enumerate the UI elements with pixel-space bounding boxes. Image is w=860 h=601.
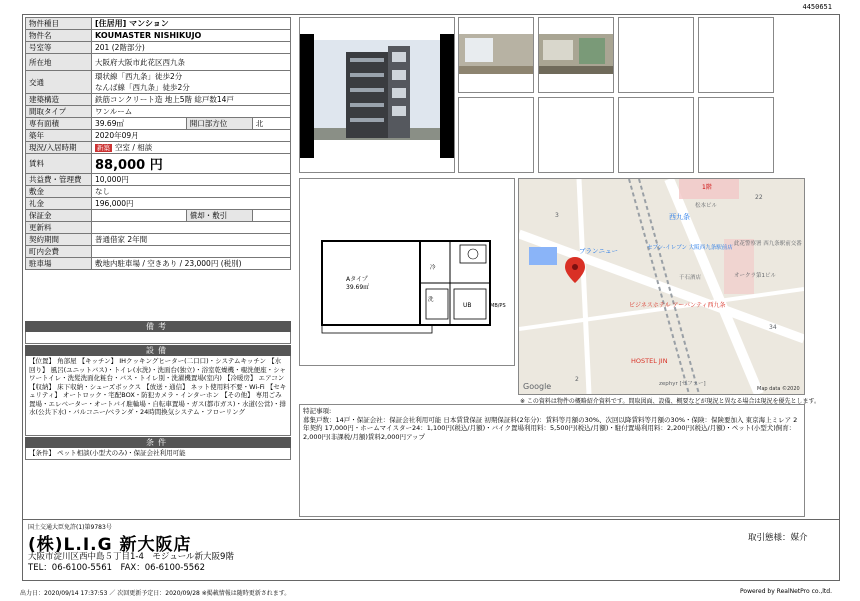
- photo-slot-4: [698, 17, 774, 93]
- map-label-sengoku: 千石酒店: [679, 275, 702, 281]
- conditions-section: [25, 437, 291, 460]
- equipment-section: [25, 345, 291, 436]
- floorplan-room-bath: UB: [463, 302, 472, 309]
- row-room: 号室等 201 (2階部分): [26, 42, 291, 54]
- row-fee: 共益費・管理費 10,000円: [26, 174, 291, 186]
- license-number: 国土交通大臣免許(1)第9783号: [28, 524, 112, 531]
- special-notes-text: 募集戸数：14戸・保証会社：保証会社利用可能 日本賃貸保証 初期保証料(2年分)：賃料等月額の30%、次回以降賃料等月額の30%・保険：保険要加入 東京海上ミレア 2年契約 17,000円・ホームマイスター24：1,100円(税込/月額)・バイク置場利用料：5,500円(税込/月額)・駐付置場利用料：2,200円(税込/月額)・ペット(小型犬)飼育：2,000円(非課税/月額)賃料2,000円アップ: [303, 415, 798, 441]
- special-notes: [299, 404, 805, 517]
- property-table: [25, 17, 291, 270]
- building-photo: [299, 17, 455, 173]
- map-label-block-2: 2: [575, 376, 579, 383]
- row-address: 所在地 大阪府大阪市此花区西九条: [26, 54, 291, 71]
- floorplan-area: 39.69㎡: [346, 284, 370, 291]
- document-code: 4450651: [802, 3, 832, 11]
- row-status: 現況/入居時期 新築 空室 / 相談: [26, 142, 291, 154]
- company-address: 大阪市淀川区西中島５丁目1-4 モジュール新大阪9階: [28, 552, 234, 562]
- location-map[interactable]: [518, 178, 805, 395]
- map-label-station: 西九条: [669, 213, 690, 221]
- map-label-okura: オークラ第1ビル: [734, 273, 776, 279]
- row-name: 物件名 KOUMASTER NISHIKUJO: [26, 30, 291, 42]
- interior-photo-1[interactable]: [458, 17, 534, 93]
- company-name: (株)L.I.G 新大阪店: [28, 535, 192, 555]
- remarks-section: [25, 321, 291, 344]
- photo-slot-5: [458, 97, 534, 173]
- row-contract: 契約期間 普通借家 2年間: [26, 234, 291, 246]
- photo-slot-7: [618, 97, 694, 173]
- map-label-floor: 1階: [702, 184, 712, 191]
- map-label-brand-new: ブランニュー: [579, 247, 618, 255]
- new-badge: 新築: [97, 144, 110, 152]
- output-date: 出力日：2020/09/14 17:37:53 ／ 次回更新予定日：2020/09/28 ※掲載情報は随時更新されます。: [20, 590, 291, 597]
- map-label-seven-eleven: セブン-イレブン 大阪西九条駅前店: [647, 245, 733, 251]
- map-label-hotel-urbanty: ビジネスホテル アーバンティ西九条: [629, 302, 726, 309]
- row-renewal: 更新料: [26, 222, 291, 234]
- map-label-matsumoto: 松本ビル: [695, 203, 718, 209]
- row-community-fee: 町内会費: [26, 246, 291, 258]
- row-structure: 建築構造 鉄筋コンクリート造 地上5階 総戸数14戸: [26, 94, 291, 106]
- map-label-hostel-jin: HOSTEL JIN: [631, 357, 668, 365]
- deal-type: 取引態様：媒介: [748, 533, 808, 543]
- row-built: 築年 2020年09月: [26, 130, 291, 142]
- equipment-body: 【位置】 角部屋 【キッチン】 IHクッキングヒーター(二口口)・システムキッチン 【水回り】 風呂(ユニットバス)・トイレ(水洗)・洗面台(独立)・浴室乾燥機・覗洗便座・シャワートイレ・洗髪洗面化粧台・バス・トイレ別・洗濯機置場(室内) 【冷暖房】 エアコン 【収納】 床下収納・シューズボックス 【放送・通信】 ネット使用料不要・Wi-Fi 【セキュリティ】 オートロック・宅配BOX・防犯カメラ・インターホン 【その他】 専用ごみ置場・エレベーター・オートバイ駐輪場・自転車置場・ガス(都市ガス)・水道(公営)・排水(公共下水)・バルコニー/ベランダ・24時間換気システム・フローリング: [25, 356, 291, 436]
- map-label-block-34: 34: [769, 324, 777, 331]
- floorplan-unit-label: Aタイプ: [346, 276, 368, 283]
- conditions-body: 【条件】 ペット相談(小型犬のみ)・保証会社利用可能: [25, 448, 291, 460]
- floorplan-room-mbps: MB/PS: [490, 303, 506, 309]
- row-layout: 間取タイプ ワンルーム: [26, 106, 291, 118]
- remarks-title: 備考: [25, 321, 291, 332]
- interior-photo-2[interactable]: [538, 17, 614, 93]
- row-rent: 賃料 88,000 円: [26, 154, 291, 174]
- remarks-body: [25, 332, 291, 344]
- special-notes-title: 特記事項:: [303, 407, 332, 415]
- row-key-money: 礼金 196,000円: [26, 198, 291, 210]
- photo-slot-3: [618, 17, 694, 93]
- row-deposit: 敷金 なし: [26, 186, 291, 198]
- photo-slot-8: [698, 97, 774, 173]
- company-phone: TEL：06-6100-5561 FAX：06-6100-5562: [28, 563, 205, 573]
- footer-divider: [22, 519, 840, 520]
- map-google-logo: Google: [523, 382, 552, 391]
- map-copyright: Map data ©2020: [757, 386, 800, 392]
- access-line-2: なんば線「西九条」徒歩2分: [95, 83, 190, 92]
- row-type: 物件種目 [住居用] マンション: [26, 18, 291, 30]
- map-label-block-3: 3: [555, 212, 559, 219]
- floorplan-room-fridge: 冷: [430, 265, 436, 271]
- row-access: 交通 環状線「西九条」徒歩2分 なんば線「西九条」徒歩2分: [26, 71, 291, 94]
- photo-slot-6: [538, 97, 614, 173]
- access-line-1: 環状線「西九条」徒歩2分: [95, 72, 183, 81]
- disclaimer-notice: ※ この資料は物件の概略紹介資料です。間取図面、設備、概要などが現況と異なる場合は現況を優先とします。: [520, 398, 820, 405]
- row-area: 専有面積 39.69㎡ 開口部方位 北: [26, 118, 291, 130]
- map-label-block-22: 22: [755, 194, 763, 201]
- equipment-title: 設備: [25, 345, 291, 356]
- row-guarantee: 保証金 償却・敷引: [26, 210, 291, 222]
- conditions-title: 条件: [25, 437, 291, 448]
- powered-by: Powered by RealNetPro co.,ltd.: [740, 588, 832, 595]
- row-parking: 駐車場 敷地内駐車場 / 空きあり / 23,000円 (税別): [26, 258, 291, 270]
- floorplan: [299, 178, 515, 366]
- map-label-zephyr: zephyr [ゼファー]: [659, 381, 706, 387]
- map-label-police: 此花警察署 西九条駅前交番: [734, 241, 802, 247]
- floorplan-room-washer: 洗: [428, 297, 434, 303]
